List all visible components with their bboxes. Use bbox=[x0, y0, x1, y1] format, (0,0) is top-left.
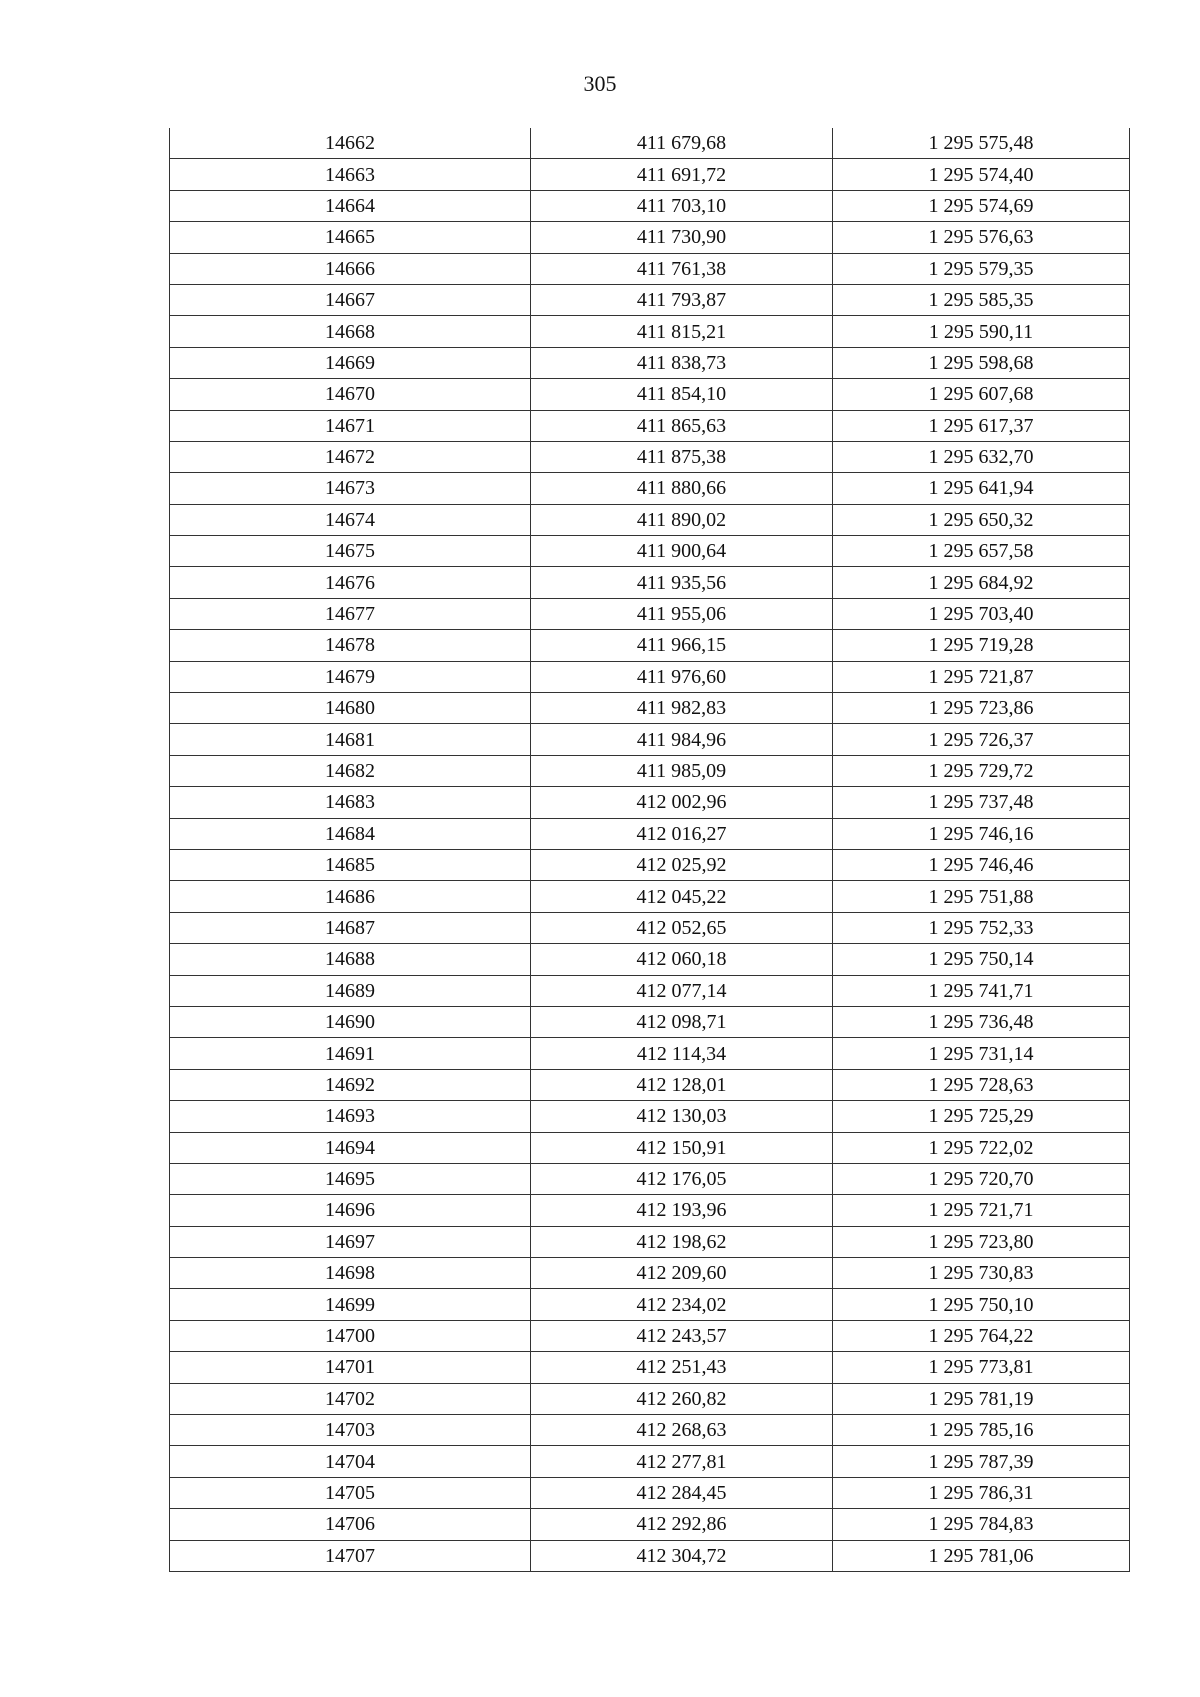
x-coordinate-cell: 412 277,81 bbox=[531, 1446, 833, 1477]
y-coordinate-cell: 1 295 590,11 bbox=[833, 316, 1130, 347]
x-coordinate-cell: 411 761,38 bbox=[531, 253, 833, 284]
y-coordinate-cell: 1 295 741,71 bbox=[833, 975, 1130, 1006]
x-coordinate-cell: 411 900,64 bbox=[531, 536, 833, 567]
y-coordinate-cell: 1 295 579,35 bbox=[833, 253, 1130, 284]
table-row bbox=[170, 661, 1130, 692]
x-coordinate-cell: 412 198,62 bbox=[531, 1226, 833, 1257]
y-coordinate-cell: 1 295 746,46 bbox=[833, 849, 1130, 880]
x-coordinate-cell: 412 176,05 bbox=[531, 1163, 833, 1194]
x-coordinate-cell: 412 209,60 bbox=[531, 1258, 833, 1289]
x-coordinate-cell: 412 060,18 bbox=[531, 944, 833, 975]
x-coordinate-cell: 412 002,96 bbox=[531, 787, 833, 818]
table-row bbox=[170, 724, 1130, 755]
point-number-cell: 14704 bbox=[170, 1446, 531, 1477]
y-coordinate-cell: 1 295 736,48 bbox=[833, 1006, 1130, 1037]
y-coordinate-cell: 1 295 585,35 bbox=[833, 284, 1130, 315]
x-coordinate-cell: 411 955,06 bbox=[531, 598, 833, 629]
table-row bbox=[170, 222, 1130, 253]
x-coordinate-cell: 412 128,01 bbox=[531, 1069, 833, 1100]
table-row bbox=[170, 1383, 1130, 1414]
table-row bbox=[170, 1069, 1130, 1100]
table-row bbox=[170, 1226, 1130, 1257]
x-coordinate-cell: 412 016,27 bbox=[531, 818, 833, 849]
table-row bbox=[170, 347, 1130, 378]
x-coordinate-cell: 411 730,90 bbox=[531, 222, 833, 253]
y-coordinate-cell: 1 295 729,72 bbox=[833, 755, 1130, 786]
point-number-cell: 14696 bbox=[170, 1195, 531, 1226]
y-coordinate-cell: 1 295 598,68 bbox=[833, 347, 1130, 378]
point-number-cell: 14664 bbox=[170, 190, 531, 221]
point-number-cell: 14684 bbox=[170, 818, 531, 849]
y-coordinate-cell: 1 295 785,16 bbox=[833, 1415, 1130, 1446]
y-coordinate-cell: 1 295 784,83 bbox=[833, 1509, 1130, 1540]
table-row bbox=[170, 410, 1130, 441]
y-coordinate-cell: 1 295 723,80 bbox=[833, 1226, 1130, 1257]
y-coordinate-cell: 1 295 641,94 bbox=[833, 473, 1130, 504]
point-number-cell: 14699 bbox=[170, 1289, 531, 1320]
y-coordinate-cell: 1 295 617,37 bbox=[833, 410, 1130, 441]
coordinates-table-body bbox=[170, 128, 1130, 1571]
x-coordinate-cell: 412 284,45 bbox=[531, 1477, 833, 1508]
point-number-cell: 14702 bbox=[170, 1383, 531, 1414]
point-number-cell: 14681 bbox=[170, 724, 531, 755]
table-row bbox=[170, 1477, 1130, 1508]
x-coordinate-cell: 412 077,14 bbox=[531, 975, 833, 1006]
x-coordinate-cell: 411 793,87 bbox=[531, 284, 833, 315]
x-coordinate-cell: 411 966,15 bbox=[531, 630, 833, 661]
point-number-cell: 14682 bbox=[170, 755, 531, 786]
point-number-cell: 14677 bbox=[170, 598, 531, 629]
x-coordinate-cell: 411 984,96 bbox=[531, 724, 833, 755]
table-row bbox=[170, 1509, 1130, 1540]
y-coordinate-cell: 1 295 721,71 bbox=[833, 1195, 1130, 1226]
table-row bbox=[170, 284, 1130, 315]
point-number-cell: 14688 bbox=[170, 944, 531, 975]
y-coordinate-cell: 1 295 781,06 bbox=[833, 1540, 1130, 1571]
x-coordinate-cell: 412 292,86 bbox=[531, 1509, 833, 1540]
x-coordinate-cell: 411 880,66 bbox=[531, 473, 833, 504]
y-coordinate-cell: 1 295 737,48 bbox=[833, 787, 1130, 818]
x-coordinate-cell: 411 865,63 bbox=[531, 410, 833, 441]
point-number-cell: 14675 bbox=[170, 536, 531, 567]
y-coordinate-cell: 1 295 726,37 bbox=[833, 724, 1130, 755]
y-coordinate-cell: 1 295 730,83 bbox=[833, 1258, 1130, 1289]
y-coordinate-cell: 1 295 575,48 bbox=[833, 128, 1130, 159]
y-coordinate-cell: 1 295 725,29 bbox=[833, 1101, 1130, 1132]
table-row bbox=[170, 630, 1130, 661]
x-coordinate-cell: 411 982,83 bbox=[531, 693, 833, 724]
point-number-cell: 14697 bbox=[170, 1226, 531, 1257]
table-row bbox=[170, 755, 1130, 786]
x-coordinate-cell: 411 815,21 bbox=[531, 316, 833, 347]
table-row bbox=[170, 787, 1130, 818]
y-coordinate-cell: 1 295 750,14 bbox=[833, 944, 1130, 975]
y-coordinate-cell: 1 295 731,14 bbox=[833, 1038, 1130, 1069]
point-number-cell: 14673 bbox=[170, 473, 531, 504]
point-number-cell: 14662 bbox=[170, 128, 531, 159]
table-row bbox=[170, 1038, 1130, 1069]
table-row bbox=[170, 1289, 1130, 1320]
table-row bbox=[170, 818, 1130, 849]
point-number-cell: 14676 bbox=[170, 567, 531, 598]
y-coordinate-cell: 1 295 657,58 bbox=[833, 536, 1130, 567]
x-coordinate-cell: 411 703,10 bbox=[531, 190, 833, 221]
table-row bbox=[170, 316, 1130, 347]
y-coordinate-cell: 1 295 720,70 bbox=[833, 1163, 1130, 1194]
x-coordinate-cell: 412 150,91 bbox=[531, 1132, 833, 1163]
y-coordinate-cell: 1 295 607,68 bbox=[833, 379, 1130, 410]
point-number-cell: 14679 bbox=[170, 661, 531, 692]
table-row bbox=[170, 441, 1130, 472]
point-number-cell: 14707 bbox=[170, 1540, 531, 1571]
point-number-cell: 14668 bbox=[170, 316, 531, 347]
x-coordinate-cell: 411 691,72 bbox=[531, 159, 833, 190]
table-row bbox=[170, 849, 1130, 880]
table-row bbox=[170, 253, 1130, 284]
table-row bbox=[170, 190, 1130, 221]
table-row bbox=[170, 1163, 1130, 1194]
x-coordinate-cell: 411 854,10 bbox=[531, 379, 833, 410]
y-coordinate-cell: 1 295 722,02 bbox=[833, 1132, 1130, 1163]
point-number-cell: 14671 bbox=[170, 410, 531, 441]
point-number-cell: 14667 bbox=[170, 284, 531, 315]
point-number-cell: 14686 bbox=[170, 881, 531, 912]
y-coordinate-cell: 1 295 632,70 bbox=[833, 441, 1130, 472]
y-coordinate-cell: 1 295 773,81 bbox=[833, 1352, 1130, 1383]
x-coordinate-cell: 412 268,63 bbox=[531, 1415, 833, 1446]
x-coordinate-cell: 412 234,02 bbox=[531, 1289, 833, 1320]
x-coordinate-cell: 411 976,60 bbox=[531, 661, 833, 692]
point-number-cell: 14669 bbox=[170, 347, 531, 378]
x-coordinate-cell: 411 985,09 bbox=[531, 755, 833, 786]
point-number-cell: 14665 bbox=[170, 222, 531, 253]
table-row bbox=[170, 504, 1130, 535]
y-coordinate-cell: 1 295 787,39 bbox=[833, 1446, 1130, 1477]
x-coordinate-cell: 411 935,56 bbox=[531, 567, 833, 598]
point-number-cell: 14690 bbox=[170, 1006, 531, 1037]
y-coordinate-cell: 1 295 574,69 bbox=[833, 190, 1130, 221]
table-row bbox=[170, 1101, 1130, 1132]
point-number-cell: 14698 bbox=[170, 1258, 531, 1289]
x-coordinate-cell: 412 193,96 bbox=[531, 1195, 833, 1226]
y-coordinate-cell: 1 295 786,31 bbox=[833, 1477, 1130, 1508]
y-coordinate-cell: 1 295 650,32 bbox=[833, 504, 1130, 535]
y-coordinate-cell: 1 295 576,63 bbox=[833, 222, 1130, 253]
y-coordinate-cell: 1 295 574,40 bbox=[833, 159, 1130, 190]
point-number-cell: 14687 bbox=[170, 912, 531, 943]
table-row bbox=[170, 379, 1130, 410]
table-row bbox=[170, 1258, 1130, 1289]
point-number-cell: 14666 bbox=[170, 253, 531, 284]
x-coordinate-cell: 412 025,92 bbox=[531, 849, 833, 880]
table-row bbox=[170, 975, 1130, 1006]
y-coordinate-cell: 1 295 703,40 bbox=[833, 598, 1130, 629]
y-coordinate-cell: 1 295 684,92 bbox=[833, 567, 1130, 598]
table-row bbox=[170, 1446, 1130, 1477]
table-row bbox=[170, 1006, 1130, 1037]
point-number-cell: 14703 bbox=[170, 1415, 531, 1446]
y-coordinate-cell: 1 295 750,10 bbox=[833, 1289, 1130, 1320]
point-number-cell: 14670 bbox=[170, 379, 531, 410]
table-row bbox=[170, 944, 1130, 975]
y-coordinate-cell: 1 295 764,22 bbox=[833, 1320, 1130, 1351]
table-row bbox=[170, 1132, 1130, 1163]
point-number-cell: 14680 bbox=[170, 693, 531, 724]
point-number-cell: 14701 bbox=[170, 1352, 531, 1383]
x-coordinate-cell: 411 679,68 bbox=[531, 128, 833, 159]
y-coordinate-cell: 1 295 746,16 bbox=[833, 818, 1130, 849]
point-number-cell: 14691 bbox=[170, 1038, 531, 1069]
table-row bbox=[170, 598, 1130, 629]
x-coordinate-cell: 412 130,03 bbox=[531, 1101, 833, 1132]
point-number-cell: 14683 bbox=[170, 787, 531, 818]
x-coordinate-cell: 411 838,73 bbox=[531, 347, 833, 378]
table-row bbox=[170, 567, 1130, 598]
point-number-cell: 14689 bbox=[170, 975, 531, 1006]
x-coordinate-cell: 412 243,57 bbox=[531, 1320, 833, 1351]
point-number-cell: 14694 bbox=[170, 1132, 531, 1163]
point-number-cell: 14695 bbox=[170, 1163, 531, 1194]
table-row bbox=[170, 1320, 1130, 1351]
point-number-cell: 14685 bbox=[170, 849, 531, 880]
y-coordinate-cell: 1 295 723,86 bbox=[833, 693, 1130, 724]
point-number-cell: 14663 bbox=[170, 159, 531, 190]
table-row bbox=[170, 1415, 1130, 1446]
point-number-cell: 14678 bbox=[170, 630, 531, 661]
x-coordinate-cell: 412 114,34 bbox=[531, 1038, 833, 1069]
y-coordinate-cell: 1 295 728,63 bbox=[833, 1069, 1130, 1100]
table-row bbox=[170, 912, 1130, 943]
y-coordinate-cell: 1 295 781,19 bbox=[833, 1383, 1130, 1414]
table-row bbox=[170, 881, 1130, 912]
point-number-cell: 14693 bbox=[170, 1101, 531, 1132]
x-coordinate-cell: 411 875,38 bbox=[531, 441, 833, 472]
x-coordinate-cell: 412 052,65 bbox=[531, 912, 833, 943]
table-row bbox=[170, 128, 1130, 159]
table-row bbox=[170, 1195, 1130, 1226]
x-coordinate-cell: 412 251,43 bbox=[531, 1352, 833, 1383]
y-coordinate-cell: 1 295 721,87 bbox=[833, 661, 1130, 692]
table-row bbox=[170, 1540, 1130, 1571]
point-number-cell: 14674 bbox=[170, 504, 531, 535]
point-number-cell: 14672 bbox=[170, 441, 531, 472]
coordinates-table bbox=[169, 128, 1130, 1572]
point-number-cell: 14706 bbox=[170, 1509, 531, 1540]
table-row bbox=[170, 159, 1130, 190]
point-number-cell: 14700 bbox=[170, 1320, 531, 1351]
point-number-cell: 14692 bbox=[170, 1069, 531, 1100]
x-coordinate-cell: 412 045,22 bbox=[531, 881, 833, 912]
table-row bbox=[170, 473, 1130, 504]
x-coordinate-cell: 412 098,71 bbox=[531, 1006, 833, 1037]
x-coordinate-cell: 411 890,02 bbox=[531, 504, 833, 535]
point-number-cell: 14705 bbox=[170, 1477, 531, 1508]
x-coordinate-cell: 412 260,82 bbox=[531, 1383, 833, 1414]
table-row bbox=[170, 536, 1130, 567]
table-row bbox=[170, 693, 1130, 724]
y-coordinate-cell: 1 295 752,33 bbox=[833, 912, 1130, 943]
table-row bbox=[170, 1352, 1130, 1383]
y-coordinate-cell: 1 295 751,88 bbox=[833, 881, 1130, 912]
page-number: 305 bbox=[583, 71, 617, 96]
x-coordinate-cell: 412 304,72 bbox=[531, 1540, 833, 1571]
y-coordinate-cell: 1 295 719,28 bbox=[833, 630, 1130, 661]
